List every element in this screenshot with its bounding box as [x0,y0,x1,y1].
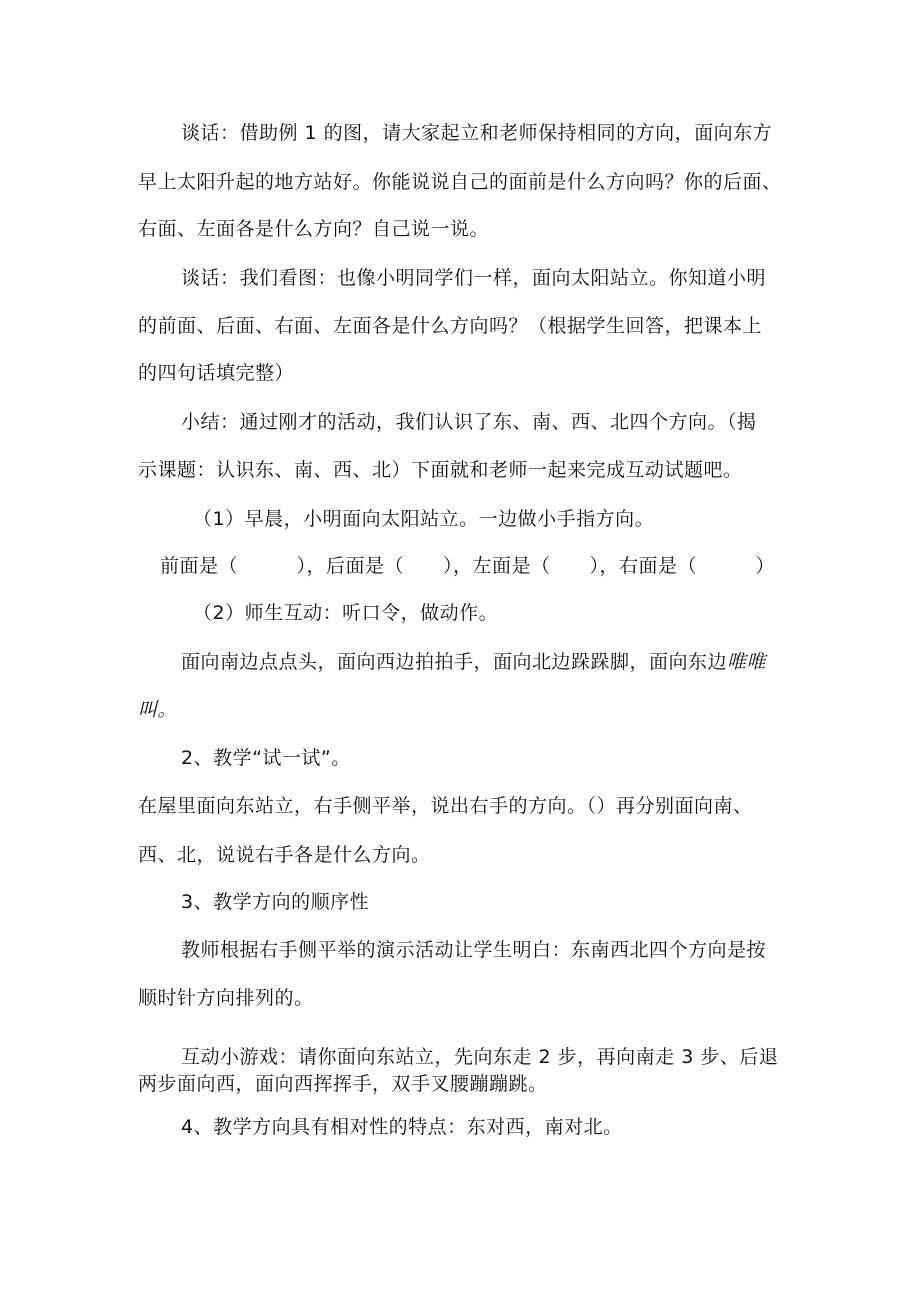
paragraph-4-line-1 [181,650,766,674]
paragraph-5-line-1: 在屋里面向东站立，右手侧平举，说出右手的方向。（）再分别面向南、 [138,795,753,817]
paragraph-5-line-2: 西、北，说说右手各是什么方向。 [138,844,431,866]
paragraph-7-line-1: 互动小游戏：请你面向东站立，先向东走 2 步，再向南走 3 步、后退 [181,1046,779,1068]
paragraph-6-line-2: 顺时针方向排列的。 [138,987,314,1009]
section-2-heading: 2、教学“试一试”。 [181,747,351,769]
paragraph-6-line-1: 教师根据右手侧平举的演示活动让学生明白：东南西北四个方向是按 [181,939,767,961]
section-3-heading: 3、教学方向的顺序性 [181,891,370,913]
fill-in-blanks: 前面是（ ），后面是（ ），左面是（ ），右面是（ ） [160,555,776,577]
paragraph-1-line-1: 谈话：借助例 1 的图，请大家起立和老师保持相同的方向，面向东方 [181,122,773,144]
paragraph-3-line-1: 小结：通过刚才的活动，我们认识了东、南、西、北四个方向。（揭 [181,411,757,433]
question-1: （1）早晨，小明面向太阳站立。一边做小手指方向。 [193,508,655,530]
paragraph-3-line-2: 示课题：认识东、南、西、北）下面就和老师一起来完成互动试题吧。 [138,459,743,481]
paragraph-4-line-1-text: 面向南边点点头，面向西边拍拍手，面向北边跺跺脚，面向东边 [181,651,728,673]
paragraph-1-line-3: 右面、左面各是什么方向？自己说一说。 [138,218,490,240]
paragraph-4-line-1-italic: 唯唯 [727,651,767,673]
paragraph-1-line-2: 早上太阳升起的地方站好。你能说说自己的面前是什么方向吗？你的后面、 [138,171,782,193]
paragraph-2-line-1: 谈话：我们看图：也像小明同学们一样，面向太阳站立。你知道小明 [181,267,767,289]
paragraph-7-line-2: 两步面向西，面向西挥挥手，双手叉腰蹦蹦跳。 [138,1073,548,1095]
paragraph-2-line-3: 的四句话填完整） [138,362,295,384]
paragraph-2-line-2: 的前面、后面、右面、左面各是什么方向吗？（根据学生回答，把课本上 [138,315,763,337]
section-4-heading: 4、教学方向具有相对性的特点：东对西，南对北。 [181,1116,623,1138]
question-2: （2）师生互动：听口令，做动作。 [193,602,499,624]
paragraph-4-line-2: 叫。 [138,699,178,721]
